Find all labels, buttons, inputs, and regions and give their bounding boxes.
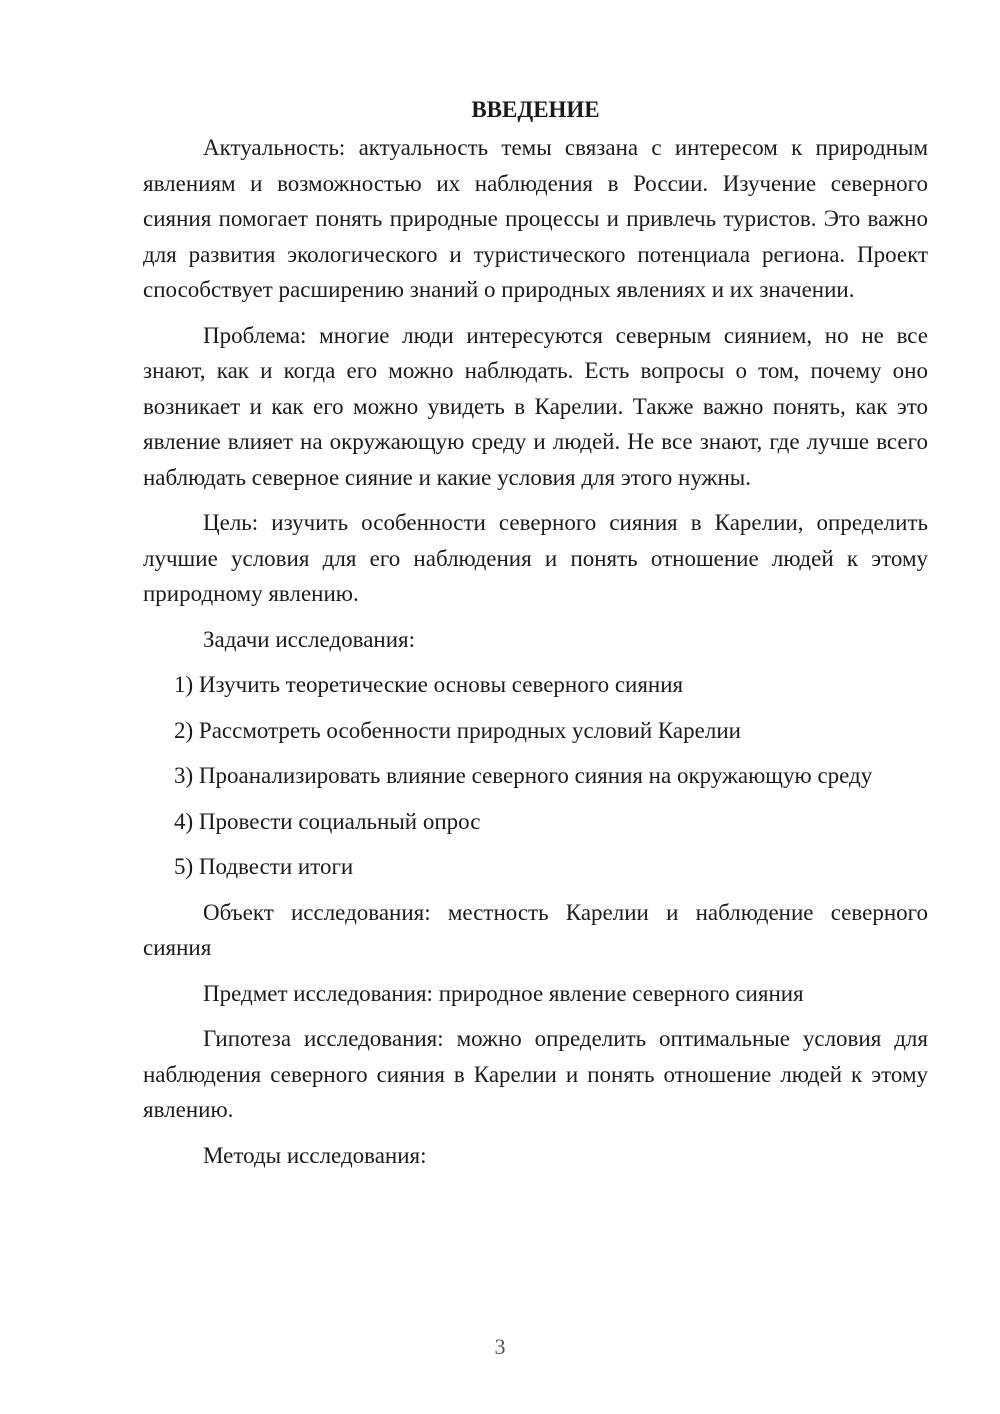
methods-heading: Методы исследования: [203,1142,427,1168]
document-page [143,92,928,1173]
paragraph-goal: Цель: изучить особенности северного сияния в Карелии, определить лучшие условия для его наблюдения и понять отношение людей к этому природному явлению. [143,510,928,606]
list-item: 2) Рассмотреть особенности природных условий Карелии [174,717,741,743]
document-title: ВВЕДЕНИЕ [471,97,600,122]
list-item: 3) Проанализировать влияние северного сияния на окружающую среду [174,763,873,788]
list-item: 1) Изучить теоретические основы северного сияния [174,672,684,697]
paragraph-problem: Проблема: многие люди интересуются северным сиянием, но не все знают, как и когда его можно наблюдать. Есть вопросы о том, почему оно возникает и как его можно увидеть в Карелии. Также важно понять, как это явление влияет на окружающую среду и людей. Не все знают, где лучше всего наблюдать северное сияние и какие условия для этого нужны. [143,322,928,490]
paragraph-object: Объект исследования: местность Карелии и наблюдение северного сияния [143,899,928,960]
paragraph-hypothesis: Гипотеза исследования: можно определить оптимальные условия для наблюдения северного сияния в Карелии и понять отношение людей к этому явлению. [143,1026,928,1122]
tasks-heading: Задачи исследования: [203,626,416,652]
paragraph-relevance: Актуальность: актуальность темы связана с интересом к природным явлениям и возможностью их наблюдения в России. Изучение северного сияния помогает понять природные процессы и привлечь туристов. Это важно для развития экологического и туристического потенциала региона. Проект способствует расширению знаний о природных явлениях и их значении. [143,135,928,302]
list-item: 5) Подвести итоги [174,854,354,879]
list-item: 4) Провести социальный опрос [174,808,481,834]
page-number: 3 [494,1334,506,1359]
tasks-list [143,667,928,885]
paragraph-subject: Предмет исследования: природное явление северного сияния [203,980,804,1006]
